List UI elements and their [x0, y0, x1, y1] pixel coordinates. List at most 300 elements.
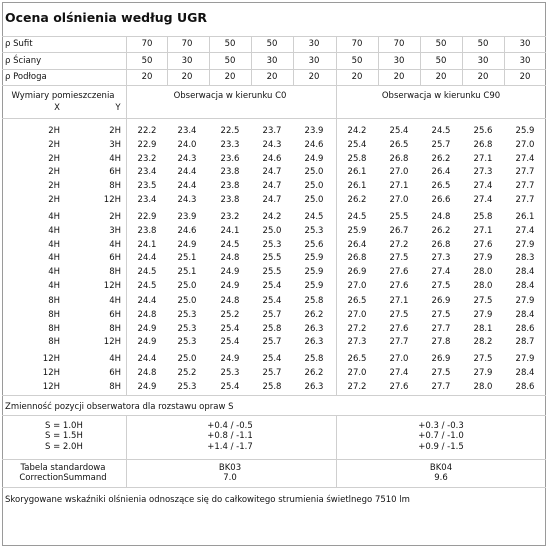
ugr-value: 25.6: [304, 240, 324, 250]
ugr-value: 26.5: [431, 181, 451, 191]
ugr-value: 24.3: [177, 154, 197, 164]
ugr-value: 27.4: [431, 267, 451, 277]
ugr-value: 27.5: [389, 310, 409, 320]
ugr-value: 25.0: [262, 226, 282, 236]
ugr-value: 27.9: [515, 296, 535, 306]
ugr-value: 27.0: [347, 368, 367, 378]
ugr-value: 27.3: [473, 167, 493, 177]
column-divider: [504, 36, 505, 85]
row-divider: [2, 85, 546, 86]
column-divider: [420, 36, 421, 85]
ugr-value: 25.7: [431, 140, 451, 150]
room-dim-y: 6H: [109, 368, 121, 378]
variation-c90: +0.3 / -0.3: [418, 421, 464, 431]
ugr-value: 23.5: [137, 181, 157, 191]
ugr-value: 24.1: [220, 226, 240, 236]
ugr-value: 24.7: [262, 167, 282, 177]
column-divider: [462, 36, 463, 85]
reflectance-value: 50: [141, 56, 153, 66]
ugr-value: 26.3: [304, 382, 324, 392]
reflectance-label: ρ Ściany: [5, 56, 42, 66]
ugr-value: 27.5: [431, 281, 451, 291]
ugr-value: 27.1: [473, 226, 493, 236]
ugr-value: 25.0: [177, 296, 197, 306]
reflectance-value: 30: [477, 56, 489, 66]
ugr-value: 27.9: [473, 253, 493, 263]
ugr-value: 27.8: [431, 337, 451, 347]
ugr-value: 22.2: [137, 126, 157, 136]
ugr-value: 25.7: [262, 310, 282, 320]
ugr-value: 23.2: [137, 154, 157, 164]
column-divider: [126, 85, 127, 395]
ugr-value: 24.7: [262, 195, 282, 205]
ugr-value: 25.1: [177, 253, 197, 263]
ugr-value: 26.9: [431, 354, 451, 364]
ugr-value: 24.6: [304, 140, 324, 150]
ugr-value: 24.6: [262, 154, 282, 164]
row-divider: [2, 52, 546, 53]
ugr-value: 25.4: [220, 382, 240, 392]
room-dim-x: 12H: [42, 354, 60, 364]
ugr-value: 27.5: [389, 253, 409, 263]
reflectance-value: 30: [519, 56, 531, 66]
ugr-value: 27.6: [389, 267, 409, 277]
ugr-value: 24.0: [177, 140, 197, 150]
reflectance-value: 20: [266, 72, 278, 82]
room-dim-y: 8H: [109, 324, 121, 334]
ugr-value: 24.9: [137, 337, 157, 347]
ugr-value: 24.9: [177, 240, 197, 250]
ugr-value: 26.2: [304, 310, 324, 320]
room-dim-x: 2H: [48, 181, 60, 191]
ugr-value: 24.8: [220, 253, 240, 263]
correction-summand-label: CorrectionSummand: [19, 473, 107, 483]
ugr-value: 27.7: [389, 337, 409, 347]
column-divider: [126, 459, 127, 487]
ugr-value: 26.5: [347, 296, 367, 306]
ugr-value: 26.4: [431, 167, 451, 177]
ugr-value: 25.9: [515, 126, 535, 136]
reflectance-value: 20: [393, 72, 405, 82]
reflectance-value: 30: [181, 56, 193, 66]
standard-c90-table: BK04: [429, 463, 453, 473]
room-dim-y: 12H: [103, 281, 121, 291]
ugr-value: 24.5: [431, 126, 451, 136]
row-divider: [2, 415, 546, 416]
ugr-value: 27.2: [347, 324, 367, 334]
ugr-value: 28.4: [515, 368, 535, 378]
ugr-value: 27.7: [515, 181, 535, 191]
ugr-value: 23.6: [220, 154, 240, 164]
ugr-value: 27.6: [389, 281, 409, 291]
ugr-value: 28.3: [515, 253, 535, 263]
room-dim-x: 8H: [48, 296, 60, 306]
column-divider: [336, 36, 337, 85]
dimensions-label: Wymiary pomieszczenia: [11, 91, 115, 101]
room-dim-x: 4H: [48, 267, 60, 277]
reflectance-value: 70: [181, 39, 193, 49]
ugr-value: 25.4: [262, 296, 282, 306]
ugr-value: 25.4: [220, 324, 240, 334]
ugr-value: 27.5: [431, 310, 451, 320]
ugr-value: 25.3: [177, 382, 197, 392]
ugr-value: 28.7: [515, 337, 535, 347]
ugr-value: 27.3: [347, 337, 367, 347]
reflectance-value: 70: [393, 39, 405, 49]
ugr-value: 26.1: [347, 167, 367, 177]
room-dim-x: 4H: [48, 226, 60, 236]
room-dim-y: 6H: [109, 310, 121, 320]
ugr-value: 27.4: [389, 368, 409, 378]
ugr-value: 26.5: [347, 354, 367, 364]
room-dim-x: 12H: [42, 368, 60, 378]
ugr-value: 25.1: [177, 267, 197, 277]
column-divider: [336, 415, 337, 459]
ugr-value: 27.7: [431, 382, 451, 392]
variation-c0: +0.4 / -0.5: [207, 421, 253, 431]
reflectance-value: 20: [181, 72, 193, 82]
ugr-value: 25.3: [177, 337, 197, 347]
ugr-value: 24.9: [220, 267, 240, 277]
ugr-value: 25.8: [304, 354, 324, 364]
ugr-value: 25.5: [262, 253, 282, 263]
ugr-value: 27.1: [473, 154, 493, 164]
title-divider: [2, 36, 546, 37]
column-divider: [126, 36, 127, 85]
ugr-value: 23.8: [220, 167, 240, 177]
ugr-value: 24.4: [137, 354, 157, 364]
ugr-value: 24.8: [220, 296, 240, 306]
ugr-value: 28.2: [473, 337, 493, 347]
ugr-value: 25.9: [347, 226, 367, 236]
room-dim-x: 2H: [48, 195, 60, 205]
ugr-value: 27.1: [389, 296, 409, 306]
ugr-value: 27.4: [473, 181, 493, 191]
ugr-value: 25.5: [262, 267, 282, 277]
ugr-value: 24.1: [137, 240, 157, 250]
ugr-value: 27.0: [347, 310, 367, 320]
ugr-value: 24.3: [177, 195, 197, 205]
ugr-value: 28.6: [515, 382, 535, 392]
room-dim-y: 2H: [109, 212, 121, 222]
ugr-value: 27.4: [515, 154, 535, 164]
ugr-value: 27.0: [347, 281, 367, 291]
variation-c0: +1.4 / -1.7: [207, 442, 253, 452]
ugr-value: 27.7: [515, 195, 535, 205]
ugr-value: 24.5: [137, 267, 157, 277]
room-dim-x: 4H: [48, 281, 60, 291]
ugr-value: 28.0: [473, 382, 493, 392]
ugr-value: 27.3: [431, 253, 451, 263]
ugr-value: 27.5: [473, 296, 493, 306]
ugr-value: 24.8: [431, 212, 451, 222]
ugr-value: 24.4: [177, 181, 197, 191]
ugr-value: 25.0: [304, 181, 324, 191]
reflectance-value: 50: [224, 56, 236, 66]
ugr-value: 23.9: [304, 126, 324, 136]
ugr-value: 27.6: [473, 240, 493, 250]
spacing-label: S = 1.0H: [45, 421, 83, 431]
ugr-value: 24.5: [220, 240, 240, 250]
ugr-value: 26.1: [347, 181, 367, 191]
variation-c0: +0.8 / -1.1: [207, 431, 253, 441]
ugr-value: 25.8: [304, 296, 324, 306]
variation-label: Zmienność pozycji obserwatora dla rozstawu opraw S: [5, 402, 234, 412]
ugr-value: 24.6: [177, 226, 197, 236]
reflectance-value: 70: [351, 39, 363, 49]
ugr-value: 25.4: [262, 354, 282, 364]
ugr-value: 28.0: [473, 267, 493, 277]
room-dim-x: 4H: [48, 253, 60, 263]
ugr-value: 27.0: [389, 354, 409, 364]
ugr-value: 26.3: [304, 337, 324, 347]
ugr-value: 25.9: [304, 267, 324, 277]
room-dim-y: 4H: [109, 154, 121, 164]
ugr-value: 25.3: [220, 368, 240, 378]
ugr-value: 25.8: [473, 212, 493, 222]
ugr-value: 24.4: [137, 296, 157, 306]
ugr-value: 24.4: [137, 253, 157, 263]
ugr-value: 27.0: [515, 140, 535, 150]
ugr-value: 25.8: [262, 324, 282, 334]
reflectance-value: 20: [308, 72, 320, 82]
row-divider: [2, 69, 546, 70]
room-dim-y: 4H: [109, 354, 121, 364]
ugr-value: 25.2: [220, 310, 240, 320]
room-dim-x: 8H: [48, 337, 60, 347]
reflectance-value: 30: [519, 39, 531, 49]
ugr-value: 28.4: [515, 267, 535, 277]
ugr-value: 24.9: [220, 354, 240, 364]
room-dim-y: 3H: [109, 140, 121, 150]
reflectance-value: 30: [393, 56, 405, 66]
room-dim-y: 6H: [109, 253, 121, 263]
variation-c90: +0.7 / -1.0: [418, 431, 464, 441]
variation-c90: +0.9 / -1.5: [418, 442, 464, 452]
ugr-value: 25.3: [177, 310, 197, 320]
header-divider: [2, 118, 546, 119]
ugr-value: 23.3: [220, 140, 240, 150]
ugr-value: 25.0: [304, 167, 324, 177]
reflectance-label: ρ Podłoga: [5, 72, 47, 82]
row-divider: [2, 487, 546, 488]
ugr-value: 26.8: [389, 154, 409, 164]
ugr-value: 24.3: [262, 140, 282, 150]
ugr-value: 22.9: [137, 212, 157, 222]
ugr-value: 25.9: [304, 281, 324, 291]
ugr-value: 25.4: [262, 281, 282, 291]
reflectance-value: 20: [435, 72, 447, 82]
column-divider: [336, 459, 337, 487]
ugr-value: 24.5: [137, 281, 157, 291]
ugr-value: 24.2: [262, 212, 282, 222]
ugr-value: 25.2: [177, 368, 197, 378]
standard-c0-table: BK03: [218, 463, 242, 473]
spacing-label: S = 1.5H: [45, 431, 83, 441]
ugr-value: 26.2: [347, 195, 367, 205]
reflectance-value: 50: [477, 39, 489, 49]
room-dim-y: 8H: [109, 181, 121, 191]
ugr-value: 26.8: [431, 240, 451, 250]
column-divider: [251, 36, 252, 85]
ugr-value: 26.4: [347, 240, 367, 250]
y-label: Y: [115, 103, 121, 113]
room-dim-y: 3H: [109, 226, 121, 236]
room-dim-y: 6H: [109, 167, 121, 177]
room-dim-y: 12H: [103, 337, 121, 347]
ugr-value: 24.8: [137, 368, 157, 378]
spacing-label: S = 2.0H: [45, 442, 83, 452]
ugr-value: 26.8: [347, 253, 367, 263]
room-dim-y: 12H: [103, 195, 121, 205]
ugr-value: 23.4: [137, 167, 157, 177]
ugr-value: 27.9: [473, 368, 493, 378]
ugr-value: 24.9: [304, 154, 324, 164]
ugr-value: 23.8: [137, 226, 157, 236]
ugr-value: 25.6: [473, 126, 493, 136]
ugr-value: 25.4: [389, 126, 409, 136]
ugr-value: 24.9: [220, 281, 240, 291]
ugr-value: 23.8: [220, 181, 240, 191]
ugr-value: 27.5: [473, 354, 493, 364]
ugr-value: 23.7: [262, 126, 282, 136]
reflectance-value: 30: [308, 39, 320, 49]
column-divider: [378, 36, 379, 85]
ugr-value: 26.8: [473, 140, 493, 150]
room-dim-y: 4H: [109, 296, 121, 306]
ugr-value: 24.4: [177, 167, 197, 177]
ugr-value: 25.3: [177, 324, 197, 334]
ugr-value: 25.7: [262, 337, 282, 347]
ugr-value: 25.8: [347, 154, 367, 164]
room-dim-x: 4H: [48, 240, 60, 250]
ugr-value: 27.0: [389, 195, 409, 205]
ugr-value: 22.9: [137, 140, 157, 150]
observation-c0-header: Obserwacja w kierunku C0: [173, 91, 287, 101]
ugr-value: 27.2: [389, 240, 409, 250]
room-dim-x: 2H: [48, 167, 60, 177]
standard-c0-value: 7.0: [223, 473, 237, 483]
column-divider: [293, 36, 294, 85]
ugr-value: 24.9: [137, 324, 157, 334]
ugr-value: 26.2: [431, 226, 451, 236]
ugr-value: 23.9: [177, 212, 197, 222]
ugr-value: 28.0: [473, 281, 493, 291]
ugr-value: 25.7: [262, 368, 282, 378]
room-dim-y: 4H: [109, 240, 121, 250]
ugr-value: 27.4: [515, 226, 535, 236]
ugr-value: 24.7: [262, 181, 282, 191]
reflectance-value: 70: [141, 39, 153, 49]
room-dim-x: 8H: [48, 310, 60, 320]
ugr-value: 25.5: [389, 212, 409, 222]
ugr-value: 22.5: [220, 126, 240, 136]
section-divider: [2, 395, 546, 396]
page-title: Ocena olśnienia według UGR: [5, 10, 207, 25]
room-dim-x: 2H: [48, 140, 60, 150]
column-divider: [126, 415, 127, 459]
ugr-value: 27.0: [389, 167, 409, 177]
ugr-value: 26.2: [431, 154, 451, 164]
reflectance-value: 20: [141, 72, 153, 82]
reflectance-value: 20: [519, 72, 531, 82]
ugr-value: 27.7: [515, 167, 535, 177]
ugr-value: 26.2: [304, 368, 324, 378]
room-dim-y: 2H: [109, 126, 121, 136]
ugr-value: 25.0: [304, 195, 324, 205]
reflectance-value: 50: [266, 39, 278, 49]
ugr-value: 24.2: [347, 126, 367, 136]
room-dim-y: 8H: [109, 382, 121, 392]
ugr-value: 27.1: [389, 181, 409, 191]
ugr-value: 25.0: [177, 354, 197, 364]
reflectance-label: ρ Sufit: [5, 39, 33, 49]
ugr-value: 27.9: [473, 310, 493, 320]
reflectance-value: 20: [351, 72, 363, 82]
ugr-value: 27.6: [389, 324, 409, 334]
ugr-value: 23.2: [220, 212, 240, 222]
reflectance-value: 50: [224, 39, 236, 49]
ugr-value: 28.6: [515, 324, 535, 334]
row-divider: [2, 459, 546, 460]
ugr-value: 27.9: [515, 354, 535, 364]
ugr-value: 25.3: [304, 226, 324, 236]
ugr-value: 25.3: [262, 240, 282, 250]
reflectance-value: 20: [224, 72, 236, 82]
ugr-value: 24.8: [137, 310, 157, 320]
reflectance-value: 20: [477, 72, 489, 82]
ugr-value: 25.9: [304, 253, 324, 263]
ugr-value: 27.6: [389, 382, 409, 392]
ugr-value: 24.9: [137, 382, 157, 392]
room-dim-x: 2H: [48, 154, 60, 164]
ugr-value: 26.6: [431, 195, 451, 205]
ugr-value: 26.3: [304, 324, 324, 334]
footer-note: Skorygowane wskaźniki olśnienia odnoszące się do całkowitego strumienia świetlnego 7510 lm: [5, 495, 410, 505]
ugr-value: 25.4: [347, 140, 367, 150]
ugr-value: 27.5: [431, 368, 451, 378]
ugr-value: 23.8: [220, 195, 240, 205]
room-dim-y: 8H: [109, 267, 121, 277]
x-label: X: [54, 103, 60, 113]
ugr-value: 24.5: [347, 212, 367, 222]
ugr-value: 27.4: [473, 195, 493, 205]
ugr-value: 26.9: [347, 267, 367, 277]
ugr-value: 27.7: [431, 324, 451, 334]
ugr-value: 28.1: [473, 324, 493, 334]
ugr-value: 23.4: [137, 195, 157, 205]
ugr-value: 26.9: [431, 296, 451, 306]
ugr-value: 25.4: [220, 337, 240, 347]
reflectance-value: 50: [351, 56, 363, 66]
ugr-value: 27.9: [515, 240, 535, 250]
column-divider: [167, 36, 168, 85]
room-dim-x: 4H: [48, 212, 60, 222]
standard-table-label: Tabela standardowa: [20, 463, 106, 473]
column-divider: [336, 85, 337, 395]
ugr-value: 28.4: [515, 310, 535, 320]
standard-c90-value: 9.6: [434, 473, 448, 483]
reflectance-value: 50: [435, 56, 447, 66]
ugr-value: 26.1: [515, 212, 535, 222]
room-dim-x: 8H: [48, 324, 60, 334]
observation-c90-header: Obserwacja w kierunku C90: [381, 91, 501, 101]
reflectance-value: 30: [266, 56, 278, 66]
reflectance-value: 30: [308, 56, 320, 66]
ugr-value: 26.5: [389, 140, 409, 150]
ugr-value: 25.0: [177, 281, 197, 291]
ugr-value: 24.5: [304, 212, 324, 222]
